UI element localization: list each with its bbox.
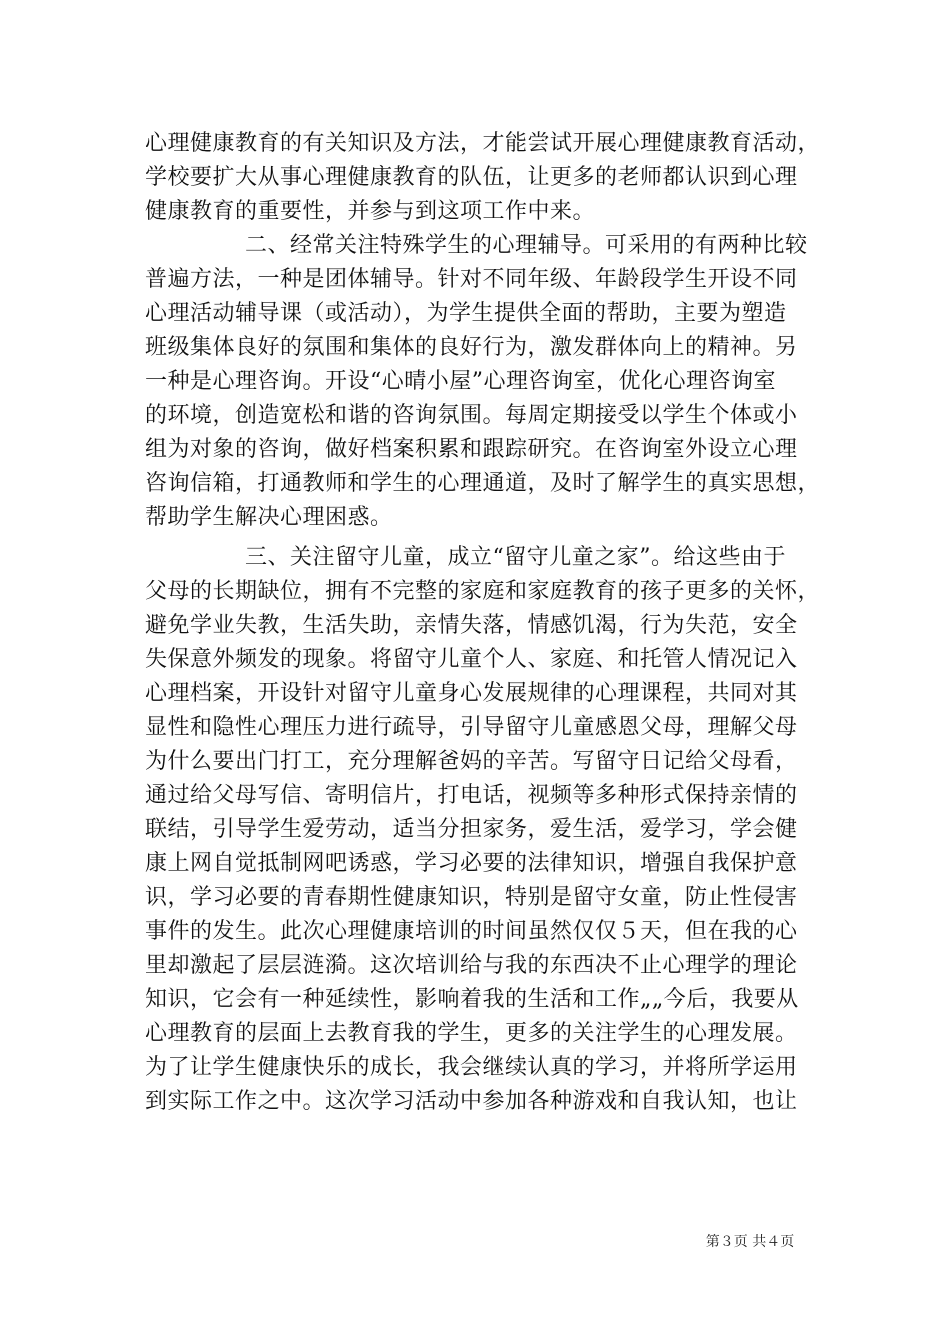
text-line: 为了让学生健康快乐的成长，我会继续认真的学习，并将所学运用: [145, 1055, 798, 1080]
text-line: 康上网自觉抵制网吧诱惑，学习必要的法律知识，增强自我保护意: [145, 851, 798, 876]
text-line: 心理活动辅导课（或活动），为学生提供全面的帮助，主要为塑造: [145, 301, 787, 326]
text-line: 心理教育的层面上去教育我的学生，更多的关注学生的心理发展。: [145, 1021, 798, 1046]
text-line: 为什么要出门打工，充分理解爸妈的辛苦。写留守日记给父母看，: [145, 749, 798, 774]
text-line: 事件的发生。此次心理健康培训的时间虽然仅仅５天，但在我的心: [145, 919, 798, 944]
text-line: 组为对象的咨询，做好档案积累和跟踪研究。在咨询室外设立心理: [145, 437, 798, 462]
text-line: 心理档案，开设针对留守儿童身心发展规律的心理课程，共同对其: [145, 681, 798, 706]
text-line: 里却激起了层层涟漪。这次培训给与我的东西决不止心理学的理论: [145, 953, 798, 978]
text-line: 普遍方法，一种是团体辅导。针对不同年级、年龄段学生开设不同: [145, 267, 798, 292]
section-heading-line: 三、关注留守儿童，成立“留守儿童之家”。给这些由于: [245, 545, 786, 570]
text-line: 帮助学生解决心理困惑。: [145, 505, 393, 530]
text-line: 知识，它会有一种延续性，影响着我的生活和工作„„今后，我要从: [145, 987, 799, 1012]
text-line: 失保意外频发的现象。将留守儿童个人、家庭、和托管人情况记入: [145, 647, 798, 672]
text-line: 班级集体良好的氛围和集体的良好行为，激发群体向上的精神。另: [145, 335, 798, 360]
text-line: 一种是心理咨询。开设“心晴小屋”心理咨询室，优化心理咨询室: [145, 369, 776, 394]
text-line: 识，学习必要的青春期性健康知识，特别是留守女童，防止性侵害: [145, 885, 798, 910]
section-heading-line: 二、经常关注特殊学生的心理辅导。可采用的有两种比较: [245, 233, 808, 258]
text-line: 健康教育的重要性，并参与到这项工作中来。: [145, 199, 596, 224]
page-number: 第３页 共４页: [705, 1234, 795, 1250]
text-line: 避免学业失教，生活失助，亲情失落，情感饥渴，行为失范，安全: [145, 613, 798, 638]
text-line: 到实际工作之中。这次学习活动中参加各种游戏和自我认知，也让: [145, 1089, 798, 1114]
text-line: 显性和隐性心理压力进行疏导，引导留守儿童感恩父母，理解父母: [145, 715, 798, 740]
text-line: 通过给父母写信、寄明信片，打电话，视频等多种形式保持亲情的: [145, 783, 798, 808]
text-line: 咨询信箱，打通教师和学生的心理通道，及时了解学生的真实思想，: [145, 471, 821, 496]
text-line: 学校要扩大从事心理健康教育的队伍，让更多的老师都认识到心理: [145, 165, 798, 190]
text-line: 联结，引导学生爱劳动，适当分担家务，爱生活，爱学习，学会健: [145, 817, 798, 842]
text-line: 心理健康教育的有关知识及方法，才能尝试开展心理健康教育活动，: [145, 131, 821, 156]
text-line: 的环境，创造宽松和谐的咨询氛围。每周定期接受以学生个体或小: [145, 403, 798, 428]
text-line: 父母的长期缺位，拥有不完整的家庭和家庭教育的孩子更多的关怀，: [145, 579, 821, 604]
